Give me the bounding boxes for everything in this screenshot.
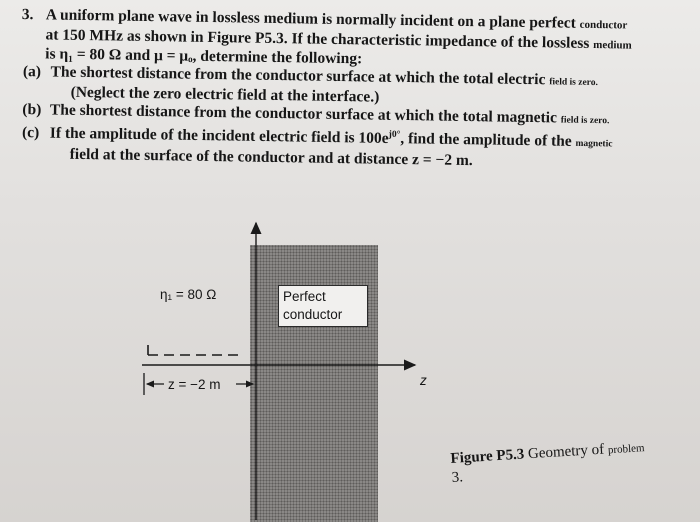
- problem-text-2-tail: medium: [593, 38, 632, 52]
- part-a-text-2: (Neglect the zero electric field at the interface.): [70, 83, 380, 106]
- problem-statement: [20, 6, 692, 173]
- conductor-label-line-2: conductor: [283, 307, 343, 322]
- caption-tail: problem: [607, 442, 645, 457]
- caption-id: Figure P5.3: [450, 446, 525, 467]
- figure-lines: [120, 215, 440, 522]
- caption-line-2: 3.: [451, 469, 464, 486]
- problem-text-1-tail: conductor: [579, 18, 628, 32]
- part-c-label: (c): [21, 124, 40, 142]
- part-a-label: (a): [22, 62, 42, 80]
- part-c-text-1-tail: magnetic: [575, 138, 613, 150]
- part-a-text-1-tail: field is zero.: [549, 76, 598, 88]
- part-a-text-1: The shortest distance from the conductor surface at which the total electric: [50, 62, 546, 88]
- part-c-text-2: field at the surface of the conductor and at distance z = −2 m.: [69, 145, 473, 169]
- conductor-label-box: [278, 285, 368, 327]
- problem-number: 3.: [21, 6, 34, 24]
- z-axis-label: z: [420, 373, 427, 388]
- medium-impedance-label: η₁ = 80 Ω: [160, 287, 217, 302]
- part-b-label: (b): [22, 100, 42, 118]
- problem-text-3: is η₁ = 80 Ω and μ = μₒ, determine the following:: [45, 45, 363, 68]
- part-b-text-1: The shortest distance from the conductor surface at which the total magnetic: [49, 100, 558, 126]
- part-c-text-1-mid: , find the amplitude of the: [400, 130, 572, 150]
- part-c-superscript: j0°: [388, 129, 401, 140]
- problem-text-1: A uniform plane wave in lossless medium is normally incident on a plane perfect: [45, 6, 576, 32]
- part-c-text-1: If the amplitude of the incident electric field is 100e: [49, 124, 389, 147]
- problem-text-2: at 150 MHz as shown in Figure P5.3. If the characteristic impedance of the lossless: [45, 25, 590, 52]
- figure-caption: [450, 438, 646, 487]
- part-b-text-1-tail: field is zero.: [560, 114, 610, 126]
- caption-text: Geometry of: [527, 441, 605, 463]
- conductor-label-line-1: Perfect: [283, 289, 326, 304]
- figure-p5-3: [120, 215, 440, 415]
- distance-label: z = −2 m: [168, 377, 221, 392]
